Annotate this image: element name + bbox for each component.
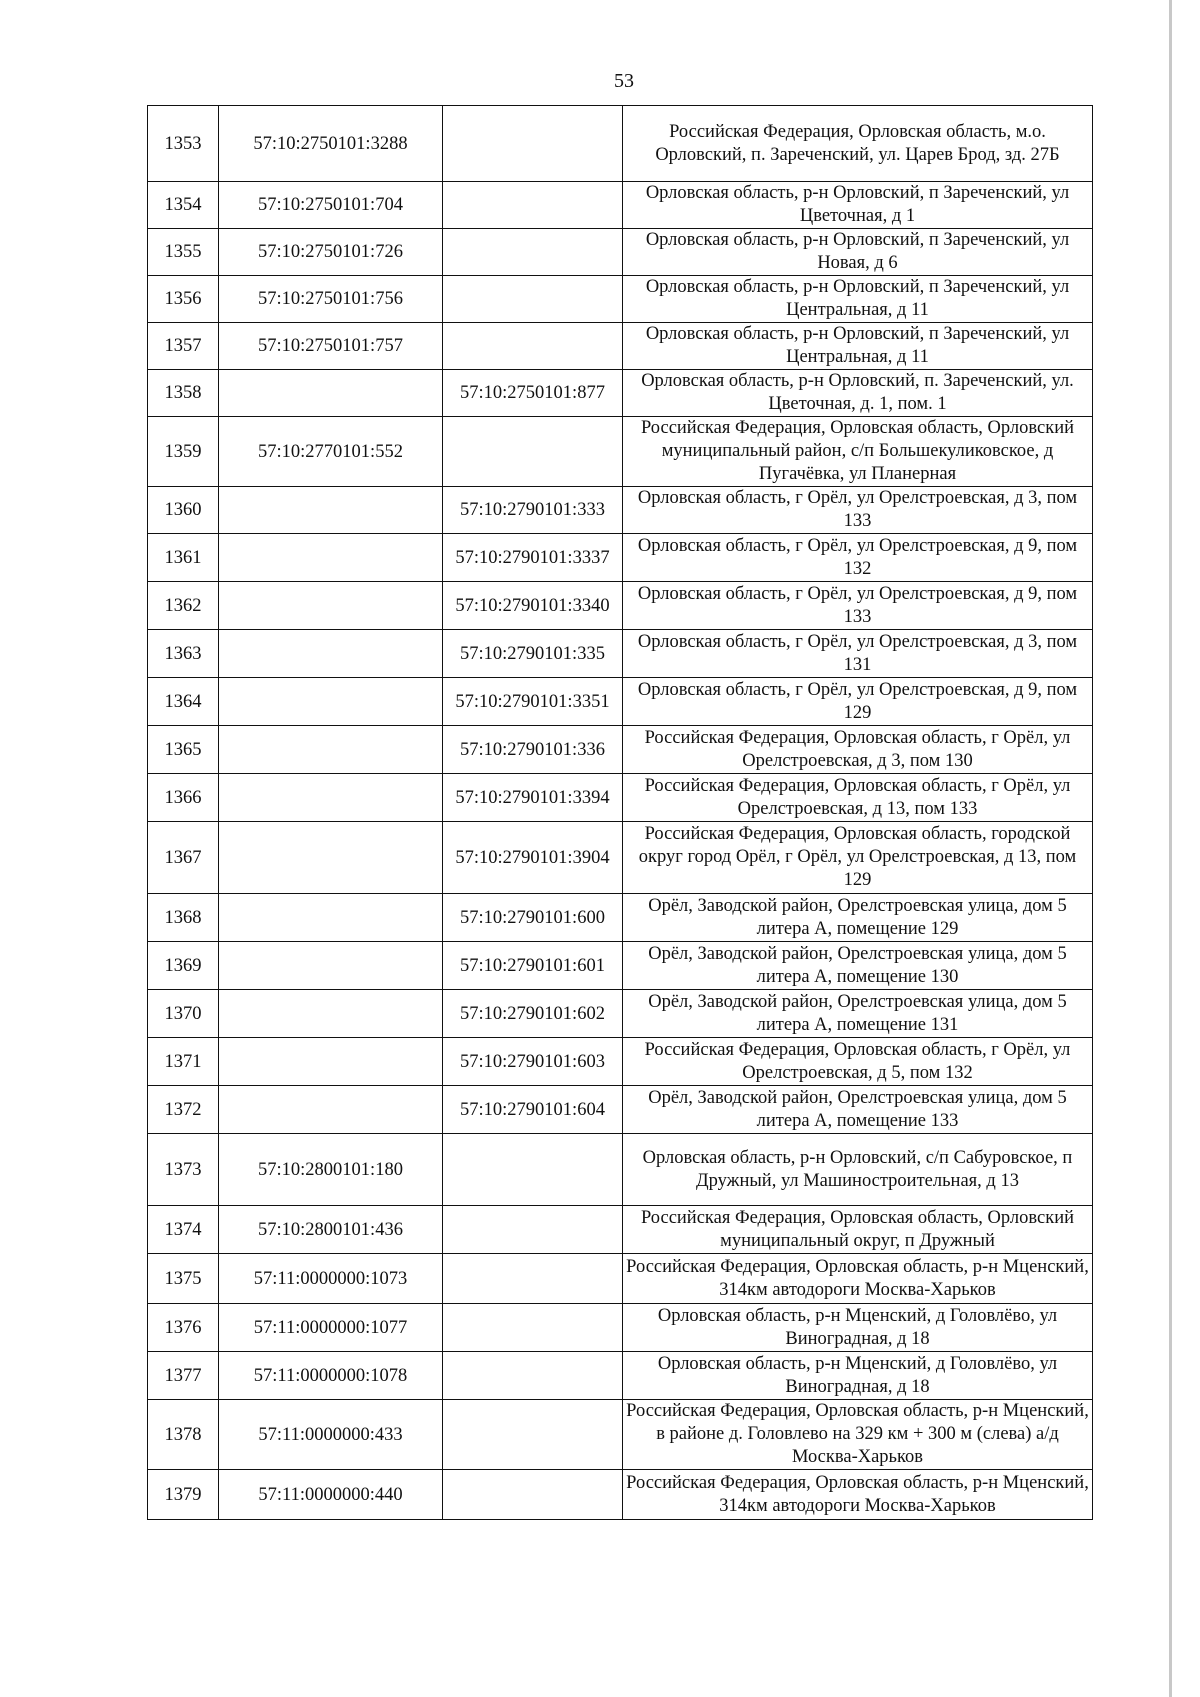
cadastral-number-extra-cell: 57:10:2790101:600 — [443, 894, 623, 942]
address-cell: Российская Федерация, Орловская область, р-н Мценский, 314км автодороги Москва-Харьков — [623, 1254, 1093, 1304]
address-cell: Орёл, Заводской район, Орелстроевская улица, дом 5 литера А, помещение 131 — [623, 990, 1093, 1038]
cadastral-number-extra-cell: 57:10:2790101:604 — [443, 1086, 623, 1134]
address-cell: Орловская область, р-н Мценский, д Головлёво, ул Виноградная, д 18 — [623, 1304, 1093, 1352]
cadastral-number-extra-cell — [443, 1134, 623, 1206]
table-row — [148, 229, 1093, 276]
address-cell: Российская Федерация, Орловская область, р-н Мценский, в районе д. Головлево на 329 км + 300 м (слева) а/д Москва-Харьков — [623, 1400, 1093, 1470]
cadastral-number-extra-cell: 57:10:2750101:877 — [443, 370, 623, 417]
cadastral-number-extra-cell — [443, 1400, 623, 1470]
cadastral-number-extra-cell — [443, 1352, 623, 1400]
row-number-cell: 1375 — [148, 1254, 219, 1304]
table-row — [148, 630, 1093, 678]
table-row — [148, 323, 1093, 370]
address-cell: Орловская область, г Орёл, ул Орелстроевская, д 3, пом 131 — [623, 630, 1093, 678]
table-row — [148, 106, 1093, 182]
cadastral-number-cell — [219, 990, 443, 1038]
address-cell: Орловская область, р-н Орловский, с/п Сабуровское, п Дружный, ул Машиностроительная, д 13 — [623, 1134, 1093, 1206]
cadastral-number-extra-cell: 57:10:2790101:335 — [443, 630, 623, 678]
table-row — [148, 1038, 1093, 1086]
cadastral-number-cell — [219, 487, 443, 534]
cadastral-number-extra-cell — [443, 1304, 623, 1352]
row-number-cell: 1373 — [148, 1134, 219, 1206]
address-cell: Орловская область, р-н Орловский, п Зареченский, ул Цветочная, д 1 — [623, 182, 1093, 229]
registry-rows — [148, 106, 1093, 1520]
cadastral-number-cell: 57:11:0000000:1077 — [219, 1304, 443, 1352]
row-number-cell: 1355 — [148, 229, 219, 276]
cadastral-number-cell: 57:10:2750101:704 — [219, 182, 443, 229]
page-number: 53 — [614, 70, 634, 92]
cadastral-number-extra-cell — [443, 229, 623, 276]
cadastral-number-cell: 57:11:0000000:433 — [219, 1400, 443, 1470]
row-number-cell: 1365 — [148, 726, 219, 774]
cadastral-number-cell: 57:11:0000000:440 — [219, 1470, 443, 1520]
cadastral-number-cell — [219, 1038, 443, 1086]
row-number-cell: 1374 — [148, 1206, 219, 1254]
table-row — [148, 774, 1093, 822]
address-cell: Российская Федерация, Орловская область, г Орёл, ул Орелстроевская, д 3, пом 130 — [623, 726, 1093, 774]
cadastral-number-cell: 57:10:2800101:180 — [219, 1134, 443, 1206]
row-number-cell: 1360 — [148, 487, 219, 534]
address-cell: Российская Федерация, Орловская область, Орловский муниципальный округ, п Дружный — [623, 1206, 1093, 1254]
row-number-cell: 1378 — [148, 1400, 219, 1470]
cadastral-number-extra-cell — [443, 1470, 623, 1520]
row-number-cell: 1362 — [148, 582, 219, 630]
row-number-cell: 1358 — [148, 370, 219, 417]
row-number-cell: 1377 — [148, 1352, 219, 1400]
table-row — [148, 276, 1093, 323]
table-row — [148, 1206, 1093, 1254]
address-cell: Российская Федерация, Орловская область, городской округ город Орёл, г Орёл, ул Орелстроевская, д 13, пом 129 — [623, 822, 1093, 894]
table-row — [148, 417, 1093, 487]
address-cell: Российская Федерация, Орловская область, м.о. Орловский, п. Зареченский, ул. Царев Брод, зд. 27Б — [623, 106, 1093, 182]
table-row — [148, 1134, 1093, 1206]
address-cell: Орёл, Заводской район, Орелстроевская улица, дом 5 литера А, помещение 133 — [623, 1086, 1093, 1134]
cadastral-number-cell: 57:11:0000000:1078 — [219, 1352, 443, 1400]
cadastral-number-cell: 57:10:2750101:757 — [219, 323, 443, 370]
address-cell: Орловская область, г Орёл, ул Орелстроевская, д 9, пом 132 — [623, 534, 1093, 582]
table-row — [148, 582, 1093, 630]
address-cell: Орёл, Заводской район, Орелстроевская улица, дом 5 литера А, помещение 129 — [623, 894, 1093, 942]
cadastral-number-cell — [219, 370, 443, 417]
cadastral-number-extra-cell: 57:10:2790101:3337 — [443, 534, 623, 582]
row-number-cell: 1368 — [148, 894, 219, 942]
cadastral-number-extra-cell — [443, 1254, 623, 1304]
address-cell: Российская Федерация, Орловская область, г Орёл, ул Орелстроевская, д 5, пом 132 — [623, 1038, 1093, 1086]
address-cell: Орловская область, г Орёл, ул Орелстроевская, д 9, пом 129 — [623, 678, 1093, 726]
row-number-cell: 1371 — [148, 1038, 219, 1086]
address-cell: Орловская область, р-н Орловский, п Зареченский, ул Центральная, д 11 — [623, 276, 1093, 323]
cadastral-number-extra-cell: 57:10:2790101:333 — [443, 487, 623, 534]
table-row — [148, 487, 1093, 534]
row-number-cell: 1366 — [148, 774, 219, 822]
address-cell: Орёл, Заводской район, Орелстроевская улица, дом 5 литера А, помещение 130 — [623, 942, 1093, 990]
cadastral-number-cell: 57:10:2800101:436 — [219, 1206, 443, 1254]
cadastral-number-cell: 57:10:2750101:726 — [219, 229, 443, 276]
cadastral-number-extra-cell — [443, 106, 623, 182]
cadastral-number-cell — [219, 894, 443, 942]
row-number-cell: 1379 — [148, 1470, 219, 1520]
cadastral-number-extra-cell: 57:10:2790101:601 — [443, 942, 623, 990]
cadastral-number-cell: 57:10:2770101:552 — [219, 417, 443, 487]
cadastral-number-cell: 57:11:0000000:1073 — [219, 1254, 443, 1304]
row-number-cell: 1363 — [148, 630, 219, 678]
table-row — [148, 990, 1093, 1038]
cadastral-number-extra-cell — [443, 1206, 623, 1254]
cadastral-number-extra-cell: 57:10:2790101:3904 — [443, 822, 623, 894]
table-row — [148, 942, 1093, 990]
row-number-cell: 1353 — [148, 106, 219, 182]
page-edge — [1169, 0, 1172, 1697]
cadastral-number-extra-cell — [443, 323, 623, 370]
cadastral-number-cell — [219, 942, 443, 990]
table-row — [148, 1352, 1093, 1400]
row-number-cell: 1372 — [148, 1086, 219, 1134]
row-number-cell: 1370 — [148, 990, 219, 1038]
cadastral-number-cell — [219, 678, 443, 726]
table-row — [148, 726, 1093, 774]
row-number-cell: 1359 — [148, 417, 219, 487]
address-cell: Орловская область, г Орёл, ул Орелстроевская, д 3, пом 133 — [623, 487, 1093, 534]
cadastral-number-extra-cell: 57:10:2790101:603 — [443, 1038, 623, 1086]
cadastral-number-cell — [219, 582, 443, 630]
row-number-cell: 1364 — [148, 678, 219, 726]
cadastral-number-cell: 57:10:2750101:3288 — [219, 106, 443, 182]
registry-table — [147, 105, 1093, 1520]
cadastral-number-cell — [219, 822, 443, 894]
table-row — [148, 678, 1093, 726]
address-cell: Российская Федерация, Орловская область, Орловский муниципальный район, с/п Большекуликовское, д Пугачёвка, ул Планерная — [623, 417, 1093, 487]
table-row — [148, 894, 1093, 942]
cadastral-number-cell — [219, 534, 443, 582]
cadastral-number-extra-cell — [443, 182, 623, 229]
cadastral-number-cell — [219, 774, 443, 822]
address-cell: Российская Федерация, Орловская область, г Орёл, ул Орелстроевская, д 13, пом 133 — [623, 774, 1093, 822]
cadastral-number-extra-cell: 57:10:2790101:336 — [443, 726, 623, 774]
table-row — [148, 534, 1093, 582]
table-row — [148, 1086, 1093, 1134]
table-row — [148, 1254, 1093, 1304]
address-cell: Российская Федерация, Орловская область, р-н Мценский, 314км автодороги Москва-Харьков — [623, 1470, 1093, 1520]
address-cell: Орловская область, р-н Мценский, д Головлёво, ул Виноградная, д 18 — [623, 1352, 1093, 1400]
table-row — [148, 1304, 1093, 1352]
cadastral-number-cell — [219, 726, 443, 774]
row-number-cell: 1354 — [148, 182, 219, 229]
cadastral-number-extra-cell: 57:10:2790101:3340 — [443, 582, 623, 630]
table-row — [148, 370, 1093, 417]
row-number-cell: 1369 — [148, 942, 219, 990]
cadastral-number-cell — [219, 1086, 443, 1134]
address-cell: Орловская область, г Орёл, ул Орелстроевская, д 9, пом 133 — [623, 582, 1093, 630]
address-cell: Орловская область, р-н Орловский, п Зареченский, ул Центральная, д 11 — [623, 323, 1093, 370]
table-row — [148, 822, 1093, 894]
address-cell: Орловская область, р-н Орловский, п Зареченский, ул Новая, д 6 — [623, 229, 1093, 276]
row-number-cell: 1361 — [148, 534, 219, 582]
table-row — [148, 1400, 1093, 1470]
cadastral-number-extra-cell — [443, 417, 623, 487]
row-number-cell: 1356 — [148, 276, 219, 323]
row-number-cell: 1357 — [148, 323, 219, 370]
row-number-cell: 1376 — [148, 1304, 219, 1352]
address-cell: Орловская область, р-н Орловский, п. Зареченский, ул. Цветочная, д. 1, пом. 1 — [623, 370, 1093, 417]
cadastral-number-extra-cell: 57:10:2790101:602 — [443, 990, 623, 1038]
cadastral-number-extra-cell: 57:10:2790101:3394 — [443, 774, 623, 822]
table-row — [148, 182, 1093, 229]
cadastral-number-cell: 57:10:2750101:756 — [219, 276, 443, 323]
table-row — [148, 1470, 1093, 1520]
cadastral-number-extra-cell: 57:10:2790101:3351 — [443, 678, 623, 726]
row-number-cell: 1367 — [148, 822, 219, 894]
cadastral-number-cell — [219, 630, 443, 678]
cadastral-number-extra-cell — [443, 276, 623, 323]
